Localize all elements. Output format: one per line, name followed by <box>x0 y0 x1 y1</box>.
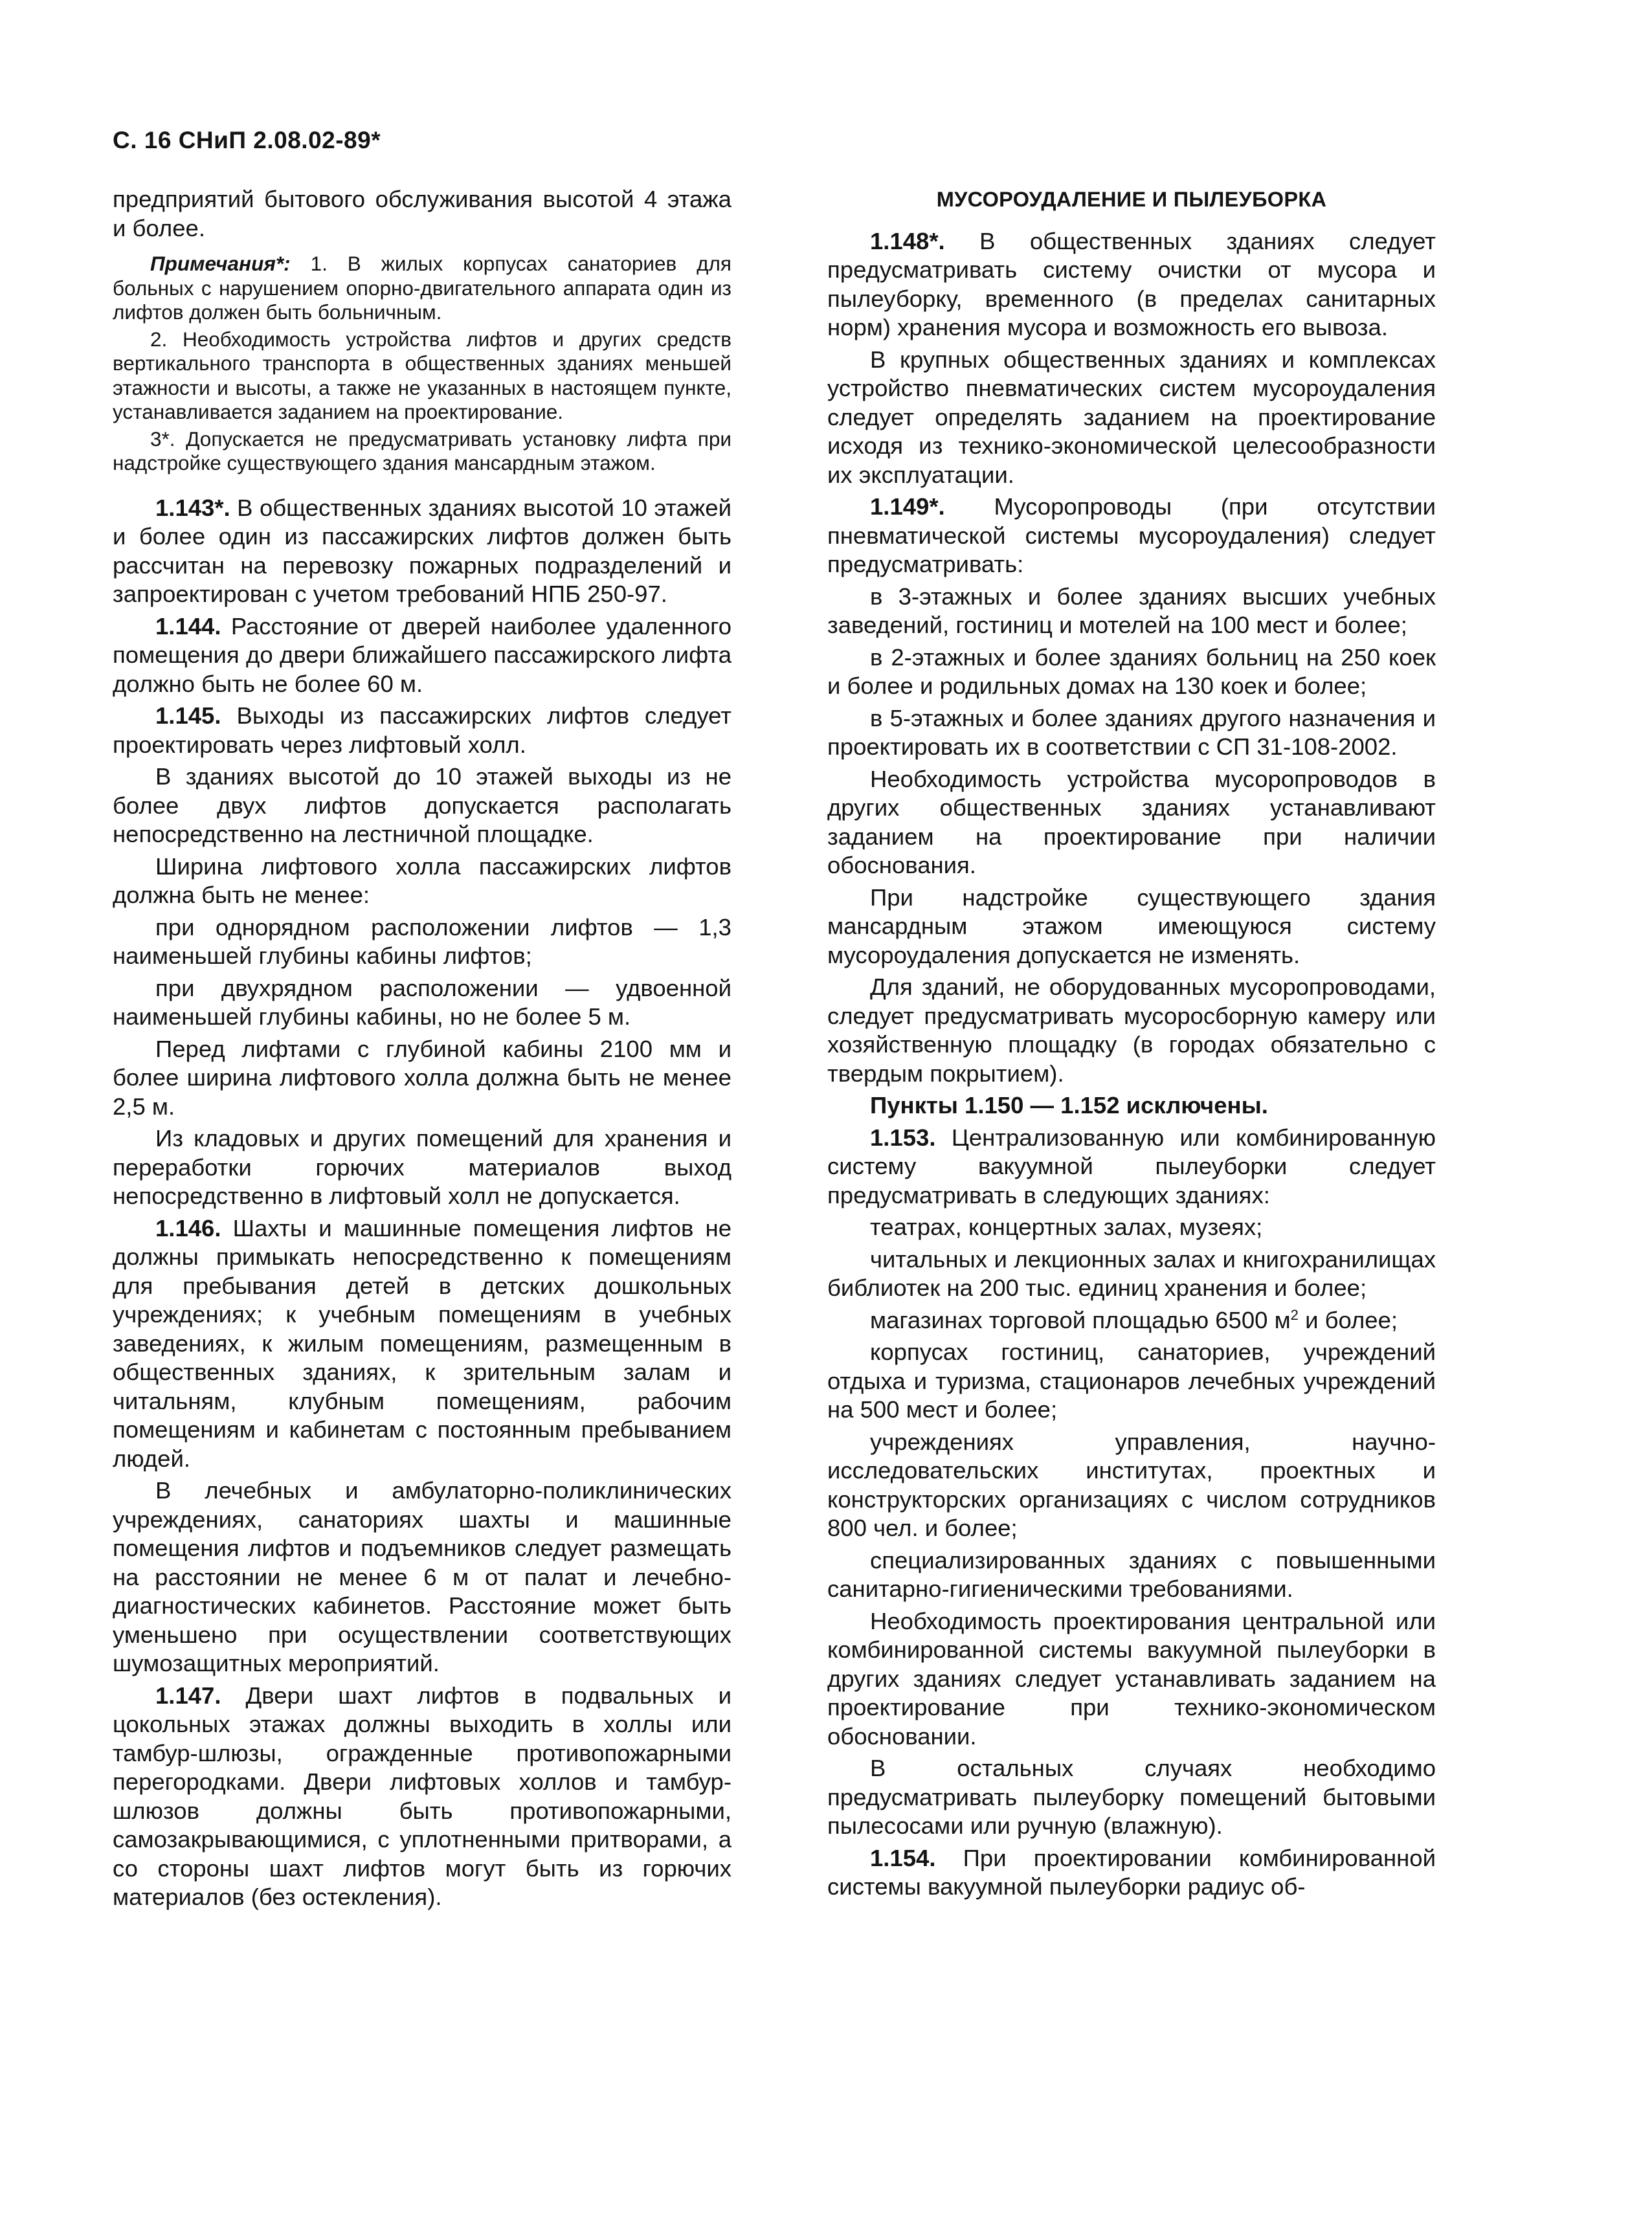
clause-number: 1.154. <box>870 1844 936 1871</box>
notes-block <box>113 252 731 476</box>
clause-text: Централизованную или комбинированную систему вакуумной пылеуборки следует предусматривать в следующих зданиях: <box>827 1124 1436 1208</box>
note-1 <box>113 252 731 325</box>
list-item-text-end: и более; <box>1298 1306 1398 1333</box>
list-item: в 3-этажных и более зданиях высших учебных заведений, гостиниц и мотелей на 100 мест и более; <box>827 583 1436 638</box>
paragraph: В зданиях высотой до 10 этажей выходы из не более двух лифтов допускается располагать непосредственно на лестничной площадке. <box>113 763 731 847</box>
clause-number: 1.146. <box>155 1214 221 1241</box>
list-item: в 5-этажных и более зданиях другого назначения и проектировать их в соответствии с СП 31-108-2002. <box>827 704 1436 760</box>
list-item: специализированных зданиях с повышенными санитарно-гигиеническими требованиями. <box>827 1546 1436 1602</box>
paragraph: Необходимость проектирования центральной или комбинированной системы вакуумной пылеуборки в других зданиях следует устанавливать заданием на проектирование при технико-экономическом обосновании. <box>827 1607 1436 1750</box>
clause-text: Мусоропроводы (при отсутствии пневматической системы мусороудаления) следует предусматривать: <box>827 493 1436 577</box>
clause-text: Шахты и машинные помещения лифтов не должны примыкать непосредственно к помещениям для пребывания детей в детских дошкольных учреждениях; к учебным помещениям в учебных заведениях, к жилым помещениям, размещенным в общественных зданиях, к зрительным залам и читальням, клубным помещениям, рабочим помещениям и кабинетам с постоянным пребыванием людей. <box>113 1214 731 1472</box>
section-title: МУСОРОУДАЛЕНИЕ И ПЫЛЕУБОРКА <box>936 188 1327 211</box>
notes-label: Примечания*: <box>150 252 291 275</box>
clause-number: 1.149*. <box>870 493 945 520</box>
clause-1-154 <box>827 1844 1436 1902</box>
clause-text: Выходы из пассажирских лифтов следует проектировать через лифтовый холл. <box>113 702 731 758</box>
clause-1-145 <box>113 702 731 759</box>
clause-text: Двери шахт лифтов в подвальных и цокольных этажах должны выходить в холлы или тамбур-шлюзы, огражденные противопожарными перегородками. Двери лифтовых холлов и тамбур-шлюзов должны быть противопожарными, самозакрывающимися, с уплотненными притворами, а со стороны шахт лифтов могут быть из горючих материалов (без остекления). <box>113 1682 731 1910</box>
list-item: при однорядном расположении лифтов — 1,3 наименьшей глубины кабины лифтов; <box>113 913 731 969</box>
paragraph: В крупных общественных зданиях и комплексах устройство пневматических систем мусороудаления следует определять заданием на проектирование исходя из технико-экономической целесообразности их эксплуатации. <box>827 346 1436 488</box>
paragraph: Перед лифтами с глубиной кабины 2100 мм и более ширина лифтового холла должна быть не менее 2,5 м. <box>113 1035 731 1120</box>
note-1-text: 1. В жилых корпусах санаториев для больных с нарушением опорно-двигательного аппарата один из лифтов должен быть больничным. <box>113 252 731 324</box>
list-item-text: магазинах торговой площадью 6500 м <box>870 1306 1291 1333</box>
clause-1-147 <box>113 1682 731 1912</box>
paragraph: Для зданий, не оборудованных мусоропроводами, следует предусматривать мусоросборную камеру или хозяйственную площадку (в городах обязательно с твердым покрытием). <box>827 974 1436 1087</box>
clause-1-144 <box>113 612 731 699</box>
note-2: 2. Необходимость устройства лифтов и других средств вертикального транспорта в общественных зданиях меньшей этажности и высоты, а также не указанных в настоящем пункте, устанавливается заданием на проектирование. <box>113 327 731 423</box>
superscript: 2 <box>1290 1306 1299 1323</box>
intro-continuation: предприятий бытового обслуживания высотой 4 этажа и более. <box>113 186 731 241</box>
list-item: учреждениях управления, научно-исследовательских институтах, проектных и конструкторских организациях с числом сотрудников 800 чел. и более; <box>827 1428 1436 1541</box>
list-item: в 2-этажных и более зданиях больниц на 250 коек и более и родильных домах на 130 коек и более; <box>827 643 1436 699</box>
list-item: при двухрядном расположении — удвоенной наименьшей глубины кабины, но не более 5 м. <box>113 974 731 1030</box>
clause-number: 1.145. <box>155 702 221 729</box>
clause-text: В общественных зданиях следует предусматривать систему очистки от мусора и пылеуборку, временного (в пределах санитарных норм) хранения мусора и возможность его вывоза. <box>827 227 1436 340</box>
clause-number: 1.147. <box>155 1682 221 1709</box>
clause-text: В общественных зданиях высотой 10 этажей и более один из пассажирских лифтов должен быть рассчитан на перевозку пожарных подразделений и запроектирован с учетом требований НПБ 250-97. <box>113 494 731 607</box>
list-item: корпусах гостиниц, санаториев, учреждений отдыха и туризма, стационаров лечебных учреждений на 500 мест и более; <box>827 1339 1436 1423</box>
clause-text: При проектировании комбинированной системы вакуумной пылеуборки радиус об- <box>827 1844 1436 1900</box>
paragraph: Необходимость устройства мусоропроводов в других общественных зданиях устанавливают заданием на проектирование при наличии обоснования. <box>827 765 1436 878</box>
paragraph: При надстройке существующего здания мансардным этажом имеющуюся систему мусороудаления допускается не изменять. <box>827 884 1436 968</box>
clause-1-149 <box>827 493 1436 579</box>
right-column <box>827 185 1436 1905</box>
list-item: театрах, концертных залах, музеях; <box>870 1214 1263 1240</box>
list-item: читальных и лекционных залах и книгохранилищах библиотек на 200 тыс. единиц хранения и более; <box>827 1245 1436 1301</box>
clause-1-148 <box>827 227 1436 342</box>
left-column <box>113 185 731 1915</box>
clause-number: 1.148*. <box>870 227 945 254</box>
clause-text: Расстояние от дверей наиболее удаленного помещения до двери ближайшего пассажирского лифта должно быть не более 60 м. <box>113 612 731 697</box>
clause-1-143 <box>113 494 731 609</box>
paragraph: Ширина лифтового холла пассажирских лифтов должна быть не менее: <box>113 852 731 908</box>
clause-number: 1.143*. <box>155 494 230 521</box>
paragraph: Из кладовых и других помещений для хранения и переработки горючих материалов выход непосредственно в лифтовый холл не допускается. <box>113 1125 731 1209</box>
clause-1-153 <box>827 1124 1436 1210</box>
clause-1-146 <box>113 1214 731 1474</box>
clause-number: 1.153. <box>870 1124 936 1151</box>
paragraph: В остальных случаях необходимо предусматривать пылеуборку помещений бытовыми пылесосами или ручную (влажную). <box>827 1755 1436 1839</box>
page-header: С. 16 СНиП 2.08.02-89* <box>113 127 381 153</box>
note-3: 3*. Допускается не предусматривать установку лифта при надстройке существующего здания мансардным этажом. <box>113 427 731 474</box>
paragraph: В лечебных и амбулаторно-поликлинических учреждениях, санаториях шахты и машинные помещения лифтов и подъемников следует размещать на расстоянии не менее 6 м от палат и лечебно-диагностических кабинетов. Расстояние может быть уменьшено при осуществлении соответствующих шумозащитных мероприятий. <box>113 1477 731 1676</box>
excluded-clauses-note: Пункты 1.150 — 1.152 исключены. <box>870 1092 1268 1118</box>
list-item <box>827 1306 1436 1335</box>
clause-number: 1.144. <box>155 612 221 640</box>
